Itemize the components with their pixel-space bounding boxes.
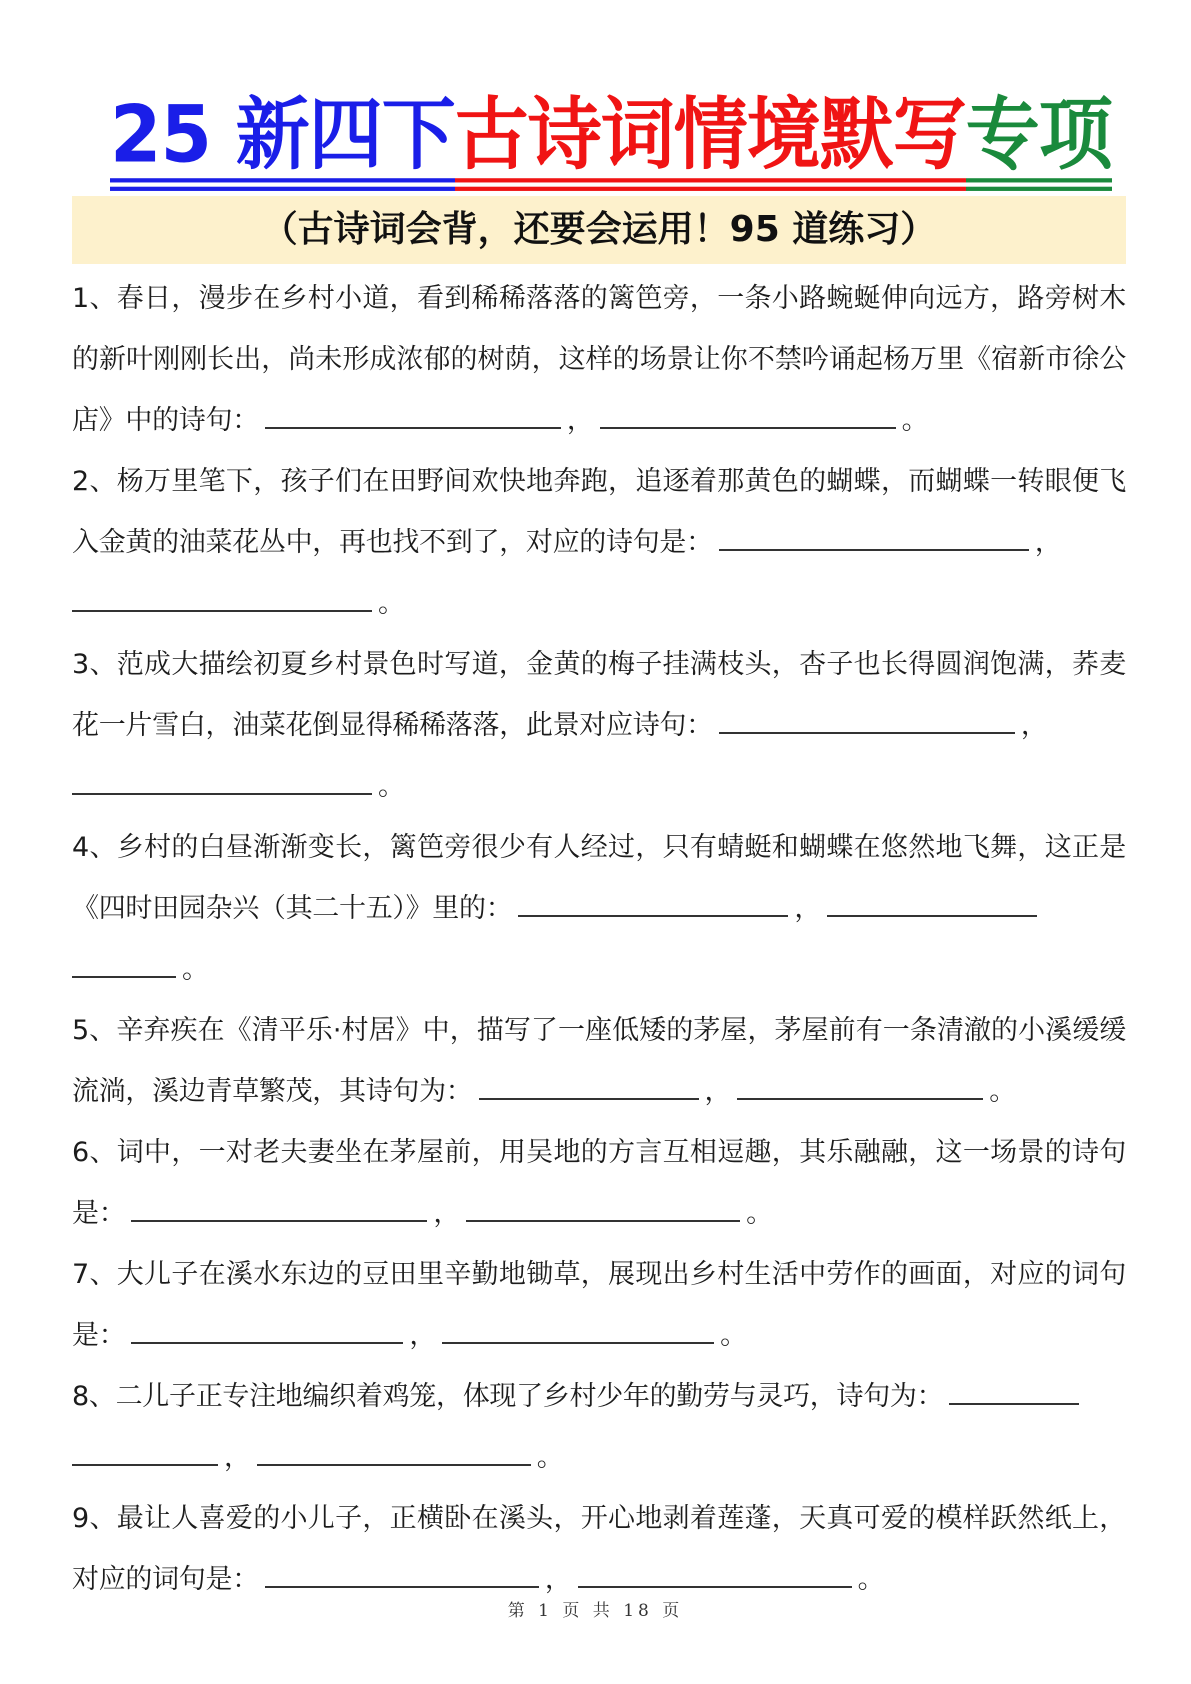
answer-blank[interactable] <box>578 1564 852 1588</box>
separator: ， <box>433 1198 461 1229</box>
question-item <box>72 1000 1126 1122</box>
period: 。 <box>536 1442 564 1473</box>
question-text: 杨万里笔下，孩子们在田野间欢快地奔跑，追逐着那黄色的蝴蝶，而蝴蝶一转眼便飞入金黄的油菜花丛中，再也找不到了，对应的诗句是： <box>72 466 1126 558</box>
question-item <box>72 817 1126 1000</box>
question-text: 辛弃疾在《清平乐·村居》中，描写了一座低矮的茅屋，茅屋前有一条清澈的小溪缓缓流淌，溪边青草繁茂，其诗句为： <box>72 1015 1126 1107</box>
title-segment-special: 专项 <box>966 89 1112 189</box>
separator: ， <box>544 1564 572 1595</box>
answer-blank[interactable] <box>442 1320 714 1344</box>
question-item <box>72 1244 1126 1366</box>
title-block <box>110 89 1112 184</box>
question-item <box>72 268 1126 451</box>
subtitle: （古诗词会背，还要会运用！95 道练习） <box>261 209 937 250</box>
answer-blank[interactable] <box>466 1198 740 1222</box>
separator: ， <box>1034 527 1062 558</box>
answer-blank[interactable] <box>600 405 896 429</box>
answer-blank[interactable] <box>131 1198 427 1222</box>
question-text: 乡村的白昼渐渐变长，篱笆旁很少有人经过，只有蜻蜓和蝴蝶在悠然地飞舞，这正是《四时田园杂兴（其二十五）》里的： <box>72 832 1126 924</box>
period: 。 <box>378 771 405 802</box>
question-item <box>72 1366 1126 1488</box>
question-item <box>72 634 1126 817</box>
period: 。 <box>378 588 405 619</box>
period: 。 <box>746 1198 773 1229</box>
answer-blank[interactable] <box>265 405 561 429</box>
separator: ， <box>224 1442 251 1473</box>
answer-blank[interactable] <box>737 1076 983 1100</box>
page-number: 第 1 页 共 18 页 <box>507 1601 684 1621</box>
question-number: 2、 <box>72 466 117 497</box>
question-text: 词中，一对老夫妻坐在茅屋前，用吴地的方言互相逗趣，其乐融融，这一场景的诗句是： <box>72 1137 1126 1229</box>
period: 。 <box>901 405 929 436</box>
separator: ， <box>1020 710 1048 741</box>
question-item <box>72 451 1126 634</box>
question-item <box>72 1488 1126 1610</box>
answer-blank-continued[interactable] <box>72 1442 218 1466</box>
separator: ， <box>409 1320 437 1351</box>
question-number: 8、 <box>72 1381 116 1412</box>
question-number: 4、 <box>72 832 117 863</box>
question-number: 3、 <box>72 649 117 680</box>
answer-blank[interactable] <box>479 1076 699 1100</box>
question-number: 7、 <box>72 1259 117 1290</box>
answer-blank[interactable] <box>257 1442 531 1466</box>
page-title <box>110 89 1112 189</box>
answer-blank[interactable] <box>949 1381 1079 1405</box>
title-segment-topic: 古诗词情境默写 <box>455 89 966 189</box>
page-footer <box>0 1596 1191 1621</box>
question-text: 大儿子在溪水东边的豆田里辛勤地锄草，展现出乡村生活中劳作的画面，对应的词句是： <box>72 1259 1126 1351</box>
separator: ， <box>704 1076 732 1107</box>
question-number: 5、 <box>72 1015 117 1046</box>
period: 。 <box>182 954 209 985</box>
question-text: 范成大描绘初夏乡村景色时写道，金黄的梅子挂满枝头，杏子也长得圆润饱满，荞麦花一片雪白，油菜花倒显得稀稀落落，此景对应诗句： <box>72 649 1126 741</box>
answer-blank[interactable] <box>719 527 1029 551</box>
question-number: 9、 <box>72 1503 117 1534</box>
question-text: 最让人喜爱的小儿子，正横卧在溪头，开心地剥着莲蓬，天真可爱的模样跃然纸上，对应的词句是： <box>72 1503 1126 1595</box>
answer-blank[interactable] <box>719 710 1015 734</box>
subtitle-band <box>72 196 1126 264</box>
answer-blank[interactable] <box>72 588 372 612</box>
period: 。 <box>989 1076 1016 1107</box>
title-segment-grade: 25 新四下 <box>110 89 455 189</box>
period: 。 <box>720 1320 747 1351</box>
question-number: 1、 <box>72 283 117 314</box>
answer-blank[interactable] <box>131 1320 403 1344</box>
question-text: 春日，漫步在乡村小道，看到稀稀落落的篱笆旁，一条小路蜿蜒伸向远方，路旁树木的新叶刚刚长出，尚未形成浓郁的树荫，这样的场景让你不禁吟诵起杨万里《宿新市徐公店》中的诗句： <box>72 283 1126 436</box>
answer-blank-continued[interactable] <box>72 954 176 978</box>
separator: ， <box>794 893 822 924</box>
answer-blank[interactable] <box>265 1564 539 1588</box>
question-list <box>72 268 1126 1610</box>
answer-blank[interactable] <box>518 893 788 917</box>
question-text: 二儿子正专注地编织着鸡笼，体现了乡村少年的勤劳与灵巧，诗句为： <box>115 1381 944 1412</box>
answer-blank[interactable] <box>827 893 1037 917</box>
answer-blank[interactable] <box>72 771 372 795</box>
question-number: 6、 <box>72 1137 117 1168</box>
period: 。 <box>857 1564 885 1595</box>
separator: ， <box>566 405 594 436</box>
question-item <box>72 1122 1126 1244</box>
